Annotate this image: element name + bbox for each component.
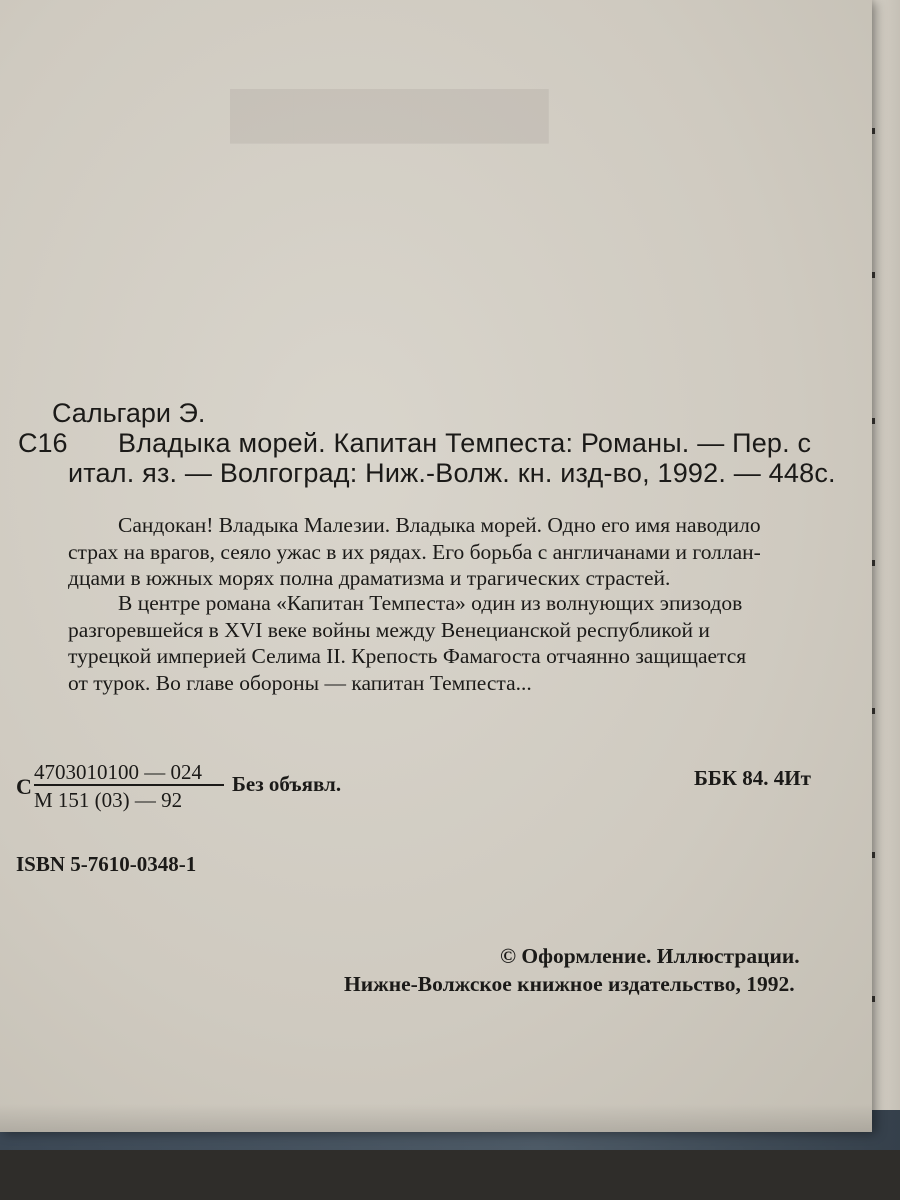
annotation-paragraph-1 (68, 512, 828, 592)
annotation-line: дцами в южных морях полна драматизма и трагических страстей. (68, 566, 671, 590)
bibliographic-title-line-2: итал. яз. — Волгоград: Ниж.-Волж. кн. изд-во, 1992. — 448с. (68, 458, 836, 488)
binding-stitch (872, 708, 875, 714)
binding-stitch (872, 128, 875, 134)
copyright-line-1: © Оформление. Иллюстрации. (500, 944, 800, 968)
binding-stitch (872, 418, 875, 424)
imprint-numerator: 4703010100 — 024 (34, 760, 224, 786)
bbk-code: ББК 84. 4Ит (694, 766, 811, 790)
isbn-number: ISBN 5-7610-0348-1 (16, 852, 197, 876)
copyright-line-2: Нижне-Волжское книжное издательство, 1992. (344, 972, 795, 996)
binding-stitch (872, 996, 875, 1002)
binding-stitch (872, 272, 875, 278)
show-through-print: ▀▀▀▀▀ (230, 91, 549, 191)
binding-stitch (872, 852, 875, 858)
bibliographic-title-line-1: Владыка морей. Капитан Темпеста: Романы. — Пер. с (118, 428, 812, 458)
imprint-fraction (34, 760, 234, 813)
imprint-prefix: С (16, 774, 32, 799)
annotation-line: турецкой империей Селима II. Крепость Фамагоста отчаянно защищается (68, 644, 747, 668)
annotation-line: Сандокан! Владыка Малезии. Владыка морей. Одно его имя наводило (118, 513, 761, 537)
no-advertising-note: Без объявл. (232, 772, 342, 796)
classification-code: С16 (18, 428, 68, 458)
imprint-denominator: М 151 (03) — 92 (34, 788, 183, 812)
annotation-line: страх на врагов, сеяло ужас в их рядах. Его борьба с англичанами и голлан- (68, 539, 761, 564)
annotation-line: В центре романа «Капитан Темпеста» один из волнующих эпизодов (118, 591, 743, 615)
page-bottom-shadow (0, 1104, 872, 1132)
annotation-line: от турок. Во главе обороны — капитан Темпеста... (68, 670, 532, 695)
author-name: Сальгари Э. (52, 398, 206, 428)
annotation-paragraph-2 (68, 590, 828, 696)
annotation-line: разгоревшейся в XVI веке войны между Венецианской республикой и (68, 617, 710, 642)
binding-stitch (872, 560, 875, 566)
